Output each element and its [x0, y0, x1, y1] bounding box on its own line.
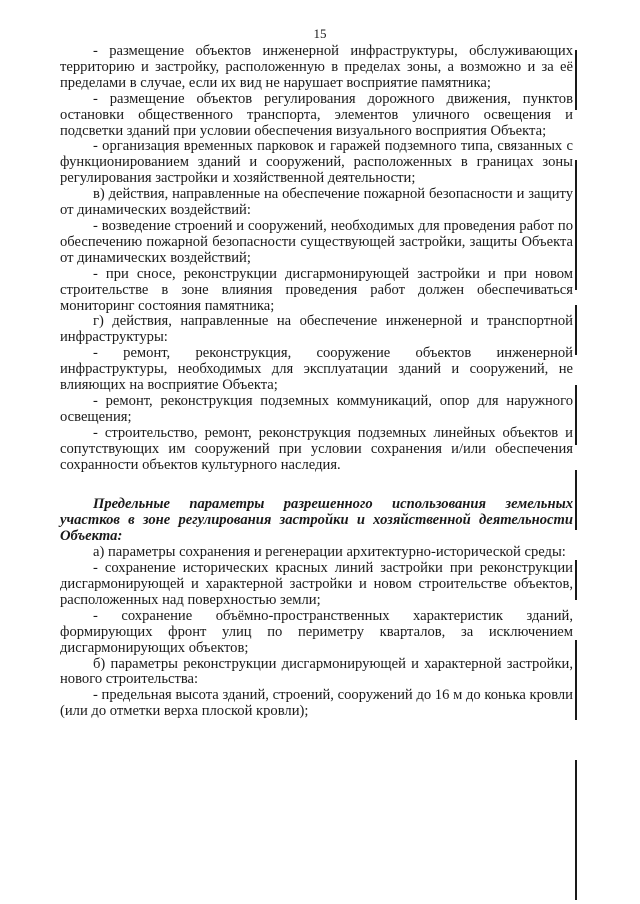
paragraph: - размещение объектов инженерной инфраструктуры, обслуживающих территорию и застройку, расположенную в пределах зоны, а возможно и за её пределами в случае, если их вид не нарушает восприятие памятника;: [60, 43, 573, 91]
margin-bar: [575, 560, 577, 600]
paragraph: - строительство, ремонт, реконструкция подземных линейных объектов и сопутствующих им сооружений при условии сохранения и/или обеспечения сохранности объектов культурного наследия.: [60, 424, 573, 473]
margin-bar: [575, 470, 577, 530]
paragraph: - организация временных парковок и гаражей подземного типа, связанных с функционированием зданий и сооружений, расположенных в границах зоны регулирования застройки и хозяйственной деятельности;: [60, 138, 573, 187]
page-number: 15: [313, 26, 327, 41]
paragraph: а) параметры сохранения и регенерации архитектурно-исторической среды:: [93, 544, 566, 561]
paragraph: - размещение объектов регулирования дорожного движения, пунктов остановки общественного транспорта, элементов уличного освещения и подсветки зданий при условии обеспечения визуального восприятия Объекта;: [60, 90, 573, 139]
margin-bar: [575, 640, 577, 720]
margin-bar: [575, 160, 577, 290]
paragraph: - при сносе, реконструкции дисгармонирующей застройки и при новом строительстве в зоне влияния проведения работ должен обеспечиваться мониторинг состояния памятника;: [60, 265, 573, 314]
section-heading: Предельные параметры разрешенного использования земельных участков в зоне регулирования застройки и хозяйственной деятельности Объекта:: [60, 496, 573, 545]
margin-bar: [575, 50, 577, 110]
paragraph: в) действия, направленные на обеспечение пожарной безопасности и защиту от динамических воздействий:: [60, 186, 573, 219]
margin-bar: [575, 385, 577, 445]
paragraph: - возведение строений и сооружений, необходимых для проведения работ по обеспечению пожарной безопасности существующей застройки, защиты Объекта от динамических воздействий;: [60, 217, 573, 266]
paragraph: г) действия, направленные на обеспечение инженерной и транспортной инфраструктуры:: [60, 313, 573, 346]
margin-bar: [575, 305, 577, 355]
paragraph: б) параметры реконструкции дисгармонирующей и характерной застройки, нового строительства:: [60, 655, 573, 688]
paragraph: - предельная высота зданий, строений, сооружений до 16 м до конька кровли (или до отметки верха плоской кровли);: [60, 687, 573, 720]
paragraph: - ремонт, реконструкция подземных коммуникаций, опор для наружного освещения;: [60, 392, 573, 425]
paragraph: - ремонт, реконструкция, сооружение объектов инженерной инфраструктуры, необходимых для эксплуатации зданий и сооружений, не влияющих на восприятие Объекта;: [60, 345, 573, 394]
document-body: [60, 44, 573, 720]
paragraph: - сохранение объёмно-пространственных характеристик зданий, формирующих фронт улиц по периметру кварталов, за исключением дисгармонирующих объектов;: [60, 607, 573, 656]
margin-bar: [575, 760, 577, 900]
paragraph: - сохранение исторических красных линий застройки при реконструкции дисгармонирующей и характерной застройки и новом строительстве объектов, расположенных над поверхностью земли;: [60, 560, 573, 608]
